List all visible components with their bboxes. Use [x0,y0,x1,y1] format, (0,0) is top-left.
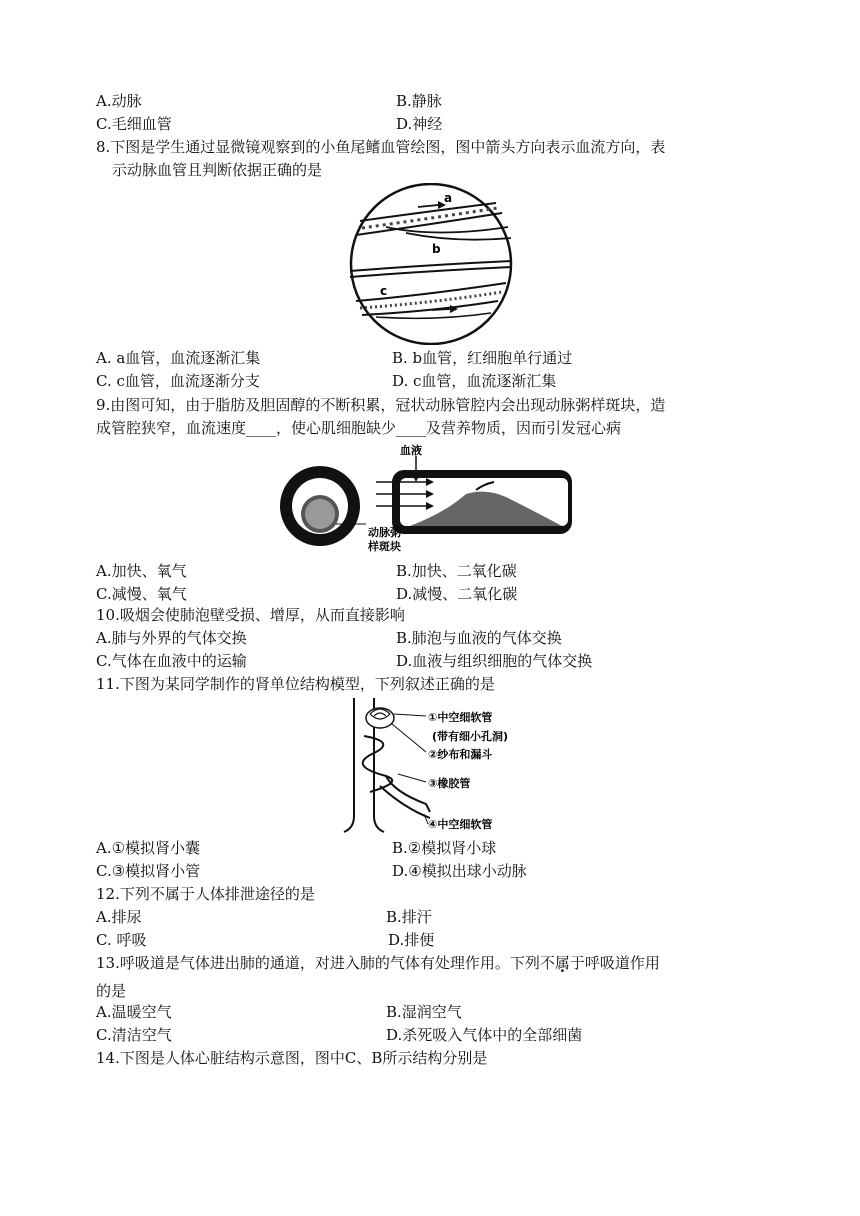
q14-stem: 14.下图是人体心脏结构示意图，图中C、B所示结构分别是 [96,1049,488,1067]
model-label-2: ②纱布和漏斗 [428,748,493,761]
q12-option-c: C. 呼吸 [96,931,147,949]
model-label-4: ④中空细软管 [428,818,493,831]
q13-stem-part2: 呼吸道作用 [584,954,660,972]
q9-option-b: B.加快、二氧化碳 [396,562,517,580]
q12-stem: 12.下列不属于人体排泄途径的是 [96,885,315,903]
vessel-label-c: c [380,284,388,298]
q13-stem-emphasis: 不属于 [539,954,585,972]
q8-option-b: B. b血管，红细胞单行通过 [392,349,573,367]
q9-option-c: C.减慢、氧气 [96,585,187,603]
q11-stem: 11.下图为某同学制作的肾单位结构模型，下列叙述正确的是 [96,675,495,693]
q12-option-d: D.排便 [388,931,435,949]
q9-option-d: D.减慢、二氧化碳 [396,585,518,603]
q11-option-a: A.①模拟肾小囊 [96,839,201,857]
q10-option-c: C.气体在血液中的运输 [96,652,247,670]
q8-stem-line2: 示动脉血管且判断依据正确的是 [112,161,323,179]
q13-stem-line2: 的是 [96,982,127,1000]
q13-option-b: B.湿润空气 [386,1003,462,1021]
q13-option-a: A.温暖空气 [96,1003,172,1021]
q13-stem-part1: 13.呼吸道是气体进出肺的通道，对进入肺的气体有处理作用。下列 [96,954,540,972]
q9-stem-line1: 9.由图可知，由于脂肪及胆固醇的不断积累，冠状动脉管腔内会出现动脉粥样斑块，造 [96,396,666,414]
q11-option-b: B.②模拟肾小球 [392,839,497,857]
plaque-label-line1: 动脉粥 [368,526,401,539]
q13-option-c: C.清洁空气 [96,1026,172,1044]
q12-option-a: A.排尿 [96,908,142,926]
vessel-label-a: a [444,191,453,205]
q13-option-d: D.杀死吸入气体中的全部细菌 [386,1026,583,1044]
coronary-plaque-figure [276,442,586,560]
q7-option-b: B.静脉 [396,92,442,110]
q8-stem-line1: 8.下图是学生通过显微镜观察到的小鱼尾鳍血管绘图，图中箭头方向表示血流方向，表 [96,138,666,156]
nephron-model-figure [334,696,544,834]
q10-option-b: B.肺泡与血液的气体交换 [396,629,562,647]
vessel-label-b: b [432,242,441,256]
blood-label: 血液 [400,444,422,457]
plaque-label-line2: 样斑块 [368,540,401,553]
q9-option-a: A.加快、氧气 [96,562,187,580]
q12-option-b: B.排汗 [386,908,432,926]
q9-stem-line2: 成管腔狭窄，血流速度____，使心肌细胞缺少____及营养物质，因而引发冠心病 [96,419,622,437]
q10-stem: 10.吸烟会使肺泡壁受损、增厚，从而直接影响 [96,606,405,624]
q8-option-a: A. a血管，血流逐渐汇集 [96,349,261,367]
model-label-1-note: (带有细小孔洞) [432,730,509,743]
fish-tail-vessel-figure [346,183,516,345]
q13-stem-line1 [96,952,660,974]
q10-option-a: A.肺与外界的气体交换 [96,629,247,647]
q10-option-d: D.血液与组织细胞的气体交换 [396,652,593,670]
q8-option-c: C. c血管，血流逐渐分支 [96,372,260,390]
q7-option-d: D.神经 [396,115,443,133]
q11-option-c: C.③模拟肾小管 [96,862,201,880]
q8-option-d: D. c血管，血流逐渐汇集 [392,372,557,390]
q11-option-d: D.④模拟出球小动脉 [392,862,527,880]
model-label-1: ①中空细软管 [428,711,493,724]
q7-option-a: A.动脉 [96,92,142,110]
q7-option-c: C.毛细血管 [96,115,172,133]
model-label-3: ③橡胶管 [428,777,471,790]
